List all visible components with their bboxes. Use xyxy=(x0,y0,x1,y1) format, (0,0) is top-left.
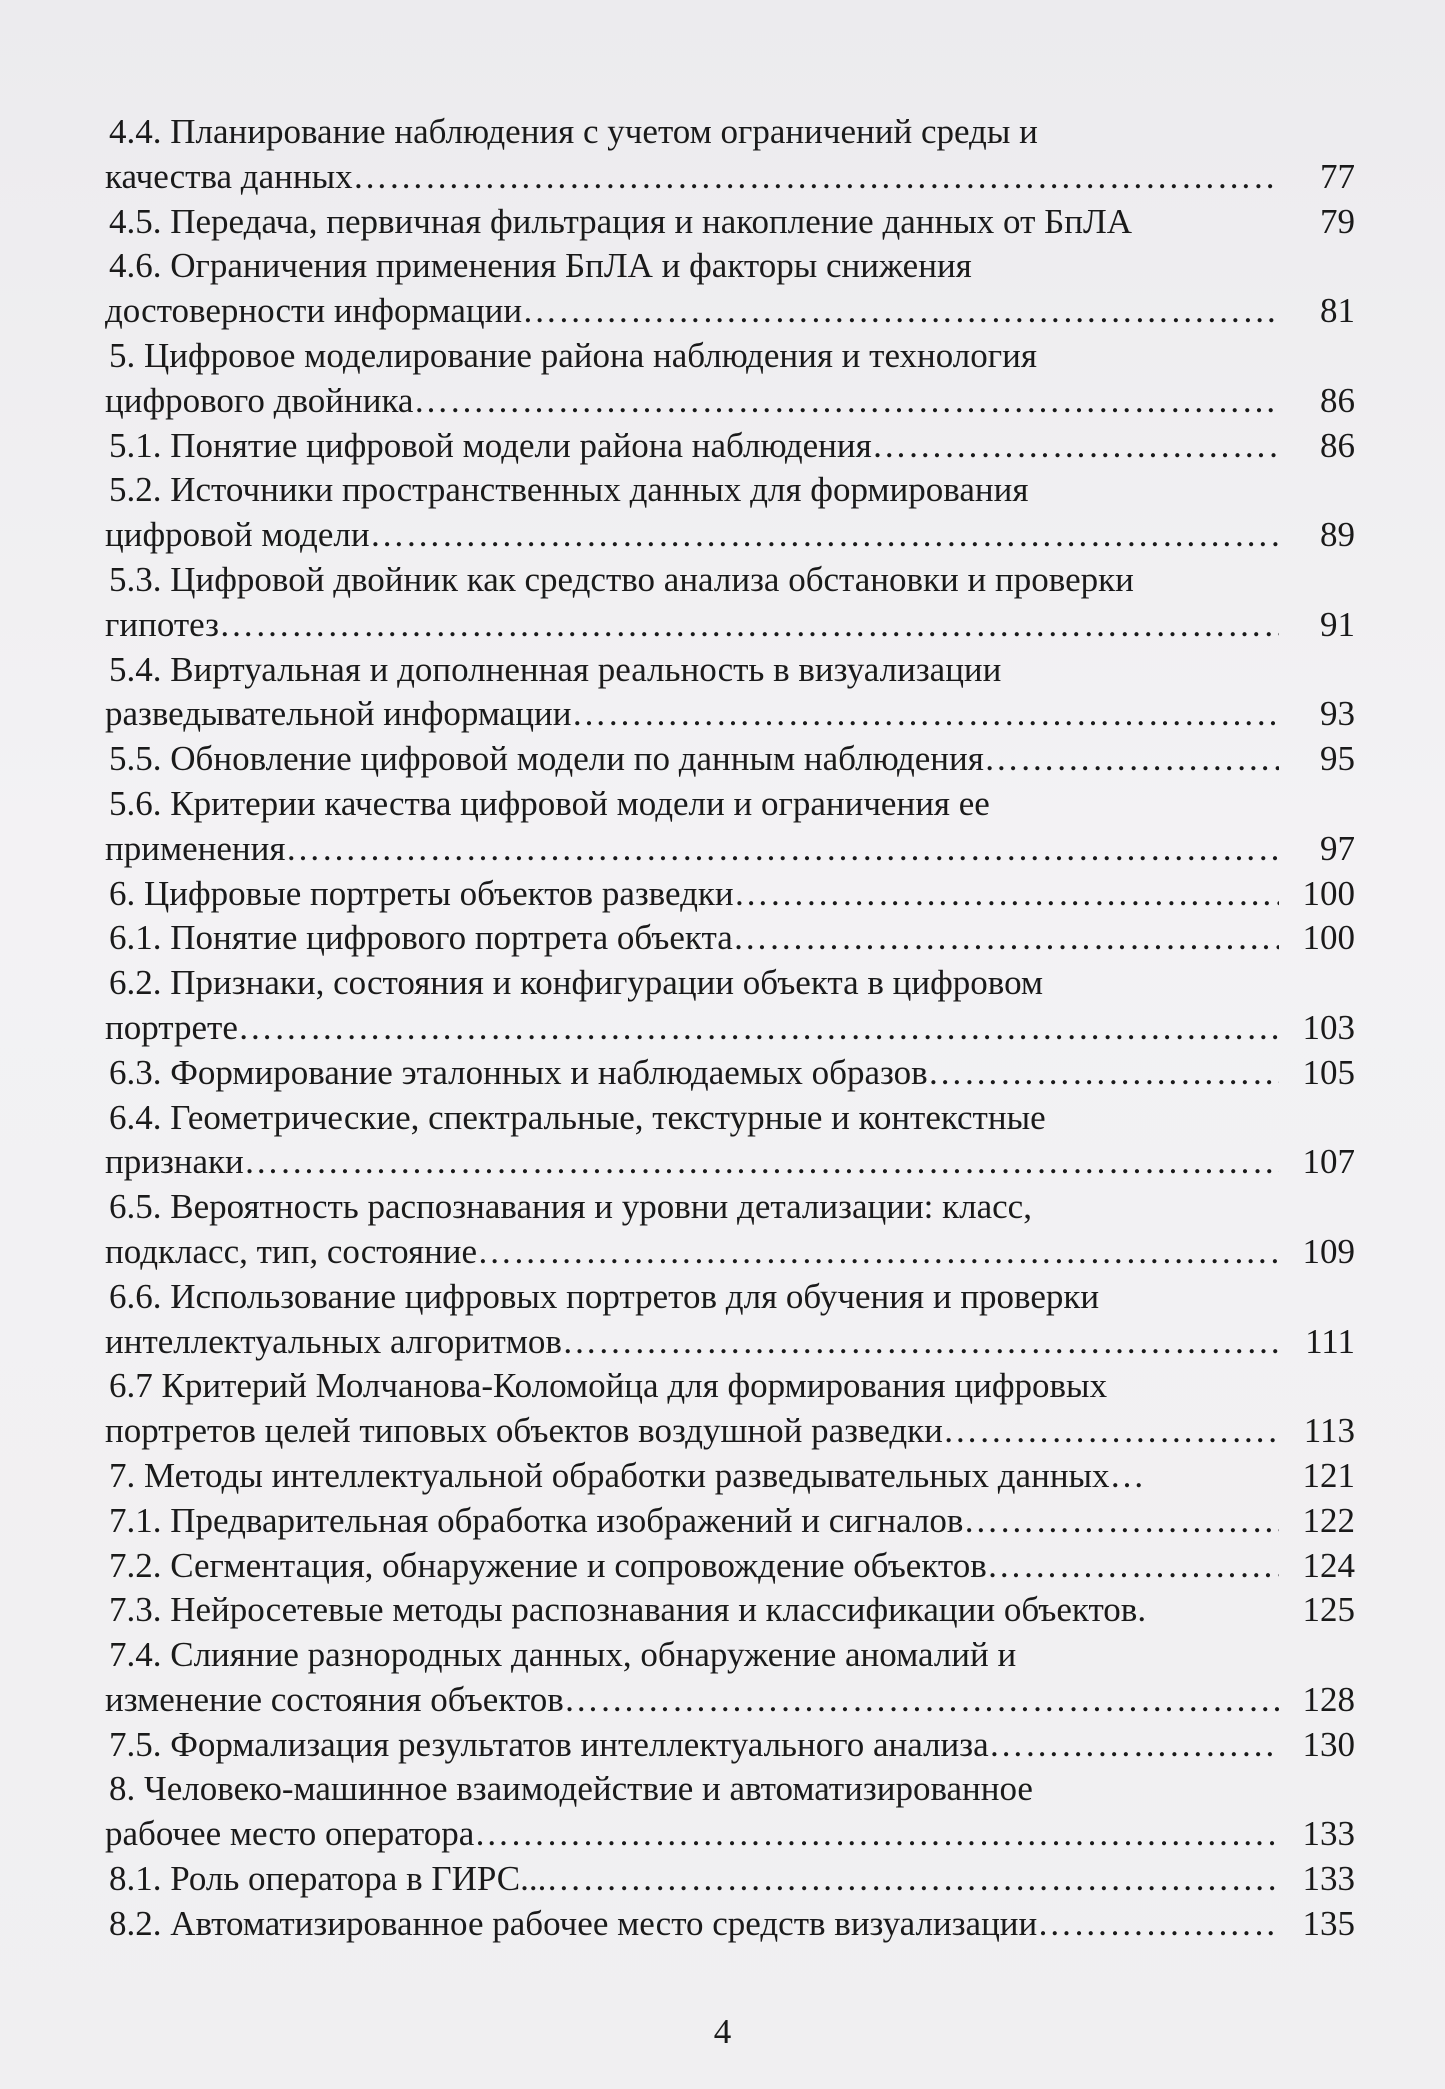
dot-leader xyxy=(474,1812,1279,1857)
dot-leader xyxy=(562,1320,1279,1365)
toc-line xyxy=(105,916,1355,961)
toc-line xyxy=(105,648,1355,693)
toc-entry-text: гипотез xyxy=(105,604,219,644)
toc-entry-text: 6.4. Геометрические, спектральные, текстурные и контекстные xyxy=(109,1097,1046,1137)
toc-line xyxy=(105,1857,1355,1902)
dot-leader xyxy=(928,1051,1279,1096)
toc-entry-text: цифрового двойника xyxy=(105,380,414,420)
toc-entry xyxy=(105,1454,1355,1499)
toc-page-number: 97 xyxy=(1320,828,1355,868)
toc-line xyxy=(105,558,1355,603)
toc-entry-text: 5.6. Критерии качества цифровой модели и ограничения ее xyxy=(109,783,990,823)
toc-line xyxy=(105,1678,1355,1723)
toc-entry-text: портретов целей типовых объектов воздушной разведки xyxy=(105,1411,943,1451)
toc-line xyxy=(105,1767,1355,1812)
dot-leader xyxy=(219,603,1279,648)
toc-entry-text: изменение состояния объектов xyxy=(105,1679,564,1719)
toc-line xyxy=(105,961,1355,1006)
toc-entry-text: 6.6. Использование цифровых портретов для обучения и проверки xyxy=(109,1276,1100,1316)
dot-leader xyxy=(238,1006,1279,1051)
toc-entry-text: 6.3. Формирование эталонных и наблюдаемых образов xyxy=(109,1052,928,1092)
toc-line xyxy=(105,1364,1355,1409)
dot-leader xyxy=(285,827,1279,872)
dot-leader xyxy=(963,1499,1279,1544)
page-number: 4 xyxy=(713,2012,732,2051)
toc-page-number: 133 xyxy=(1302,1859,1355,1899)
toc-entry-text: 7.3. Нейросетевые методы распознавания и классификации объектов. xyxy=(109,1590,1147,1630)
dot-leader xyxy=(244,1140,1279,1185)
toc-entry-text: 8.2. Автоматизированное рабочее место средств визуализации xyxy=(109,1903,1038,1943)
toc-entry xyxy=(105,200,1355,245)
toc-page-number: 100 xyxy=(1302,918,1355,958)
toc-page-number: 121 xyxy=(1302,1455,1355,1495)
toc-entry-text: 6.7 Критерий Молчанова-Коломойца для формирования цифровых xyxy=(109,1366,1108,1406)
toc-page-number: 130 xyxy=(1302,1724,1355,1764)
toc-page-number: 86 xyxy=(1320,425,1355,465)
toc-line xyxy=(105,1275,1355,1320)
table-of-contents xyxy=(105,110,1355,1947)
toc-line xyxy=(105,424,1355,469)
toc-entry-text: 6.1. Понятие цифрового портрета объекта xyxy=(109,918,733,958)
toc-page-number: 111 xyxy=(1305,1321,1355,1361)
toc-entry-text: 5.3. Цифровой двойник как средство анализа обстановки и проверки xyxy=(109,559,1134,599)
toc-entry xyxy=(105,737,1355,782)
toc-line xyxy=(105,513,1355,558)
dot-leader xyxy=(987,1544,1279,1589)
toc-entry-text: 5.4. Виртуальная и дополненная реальность в визуализации xyxy=(109,649,1002,689)
toc-line xyxy=(105,1140,1355,1185)
toc-entry-text: 7.1. Предварительная обработка изображений и сигналов xyxy=(109,1500,964,1540)
toc-entry xyxy=(105,1364,1355,1454)
toc-line xyxy=(105,1006,1355,1051)
toc-entry-text: применения xyxy=(105,828,286,868)
dot-leader xyxy=(989,1723,1279,1768)
toc-line xyxy=(105,1723,1355,1768)
toc-entry-text: 4.5. Передача, первичная фильтрация и накопление данных от БпЛА xyxy=(109,201,1132,241)
toc-page-number: 125 xyxy=(1302,1590,1355,1630)
toc-entry-text: разведывательной информации xyxy=(105,694,572,734)
toc-entry xyxy=(105,1499,1355,1544)
toc-line xyxy=(105,155,1355,200)
toc-line xyxy=(105,1499,1355,1544)
toc-entry xyxy=(105,110,1355,200)
toc-entry-text: признаки xyxy=(105,1142,244,1182)
toc-entry-text: интеллектуальных алгоритмов xyxy=(105,1321,562,1361)
toc-page-number: 89 xyxy=(1320,515,1355,555)
toc-line xyxy=(105,1230,1355,1275)
toc-entry xyxy=(105,1096,1355,1186)
toc-page-number: 135 xyxy=(1302,1903,1355,1943)
dot-leader xyxy=(413,379,1279,424)
toc-page-number: 100 xyxy=(1302,873,1355,913)
toc-line xyxy=(105,1096,1355,1141)
toc-page-number: 109 xyxy=(1302,1231,1355,1271)
toc-entry-text: рабочее место оператора xyxy=(105,1814,475,1854)
toc-entry-text: 5.1. Понятие цифровой модели района наблюдения xyxy=(109,425,872,465)
toc-entry xyxy=(105,1588,1355,1633)
toc-entry-text: 6.2. Признаки, состояния и конфигурации объекта в цифровом xyxy=(109,963,1044,1003)
toc-entry-text: 7.4. Слияние разнородных данных, обнаружение аномалий и xyxy=(109,1635,1017,1675)
toc-line xyxy=(105,110,1355,155)
toc-entry xyxy=(105,1857,1355,1902)
toc-entry xyxy=(105,468,1355,558)
toc-line xyxy=(105,872,1355,917)
toc-entry xyxy=(105,244,1355,334)
toc-line xyxy=(105,603,1355,648)
dot-leader xyxy=(1037,1902,1279,1947)
toc-line xyxy=(105,200,1355,245)
toc-page-number: 86 xyxy=(1320,380,1355,420)
toc-entry-text: 5.5. Обновление цифровой модели по данным наблюдения xyxy=(109,739,984,779)
toc-entry-text: 8. Человеко-машинное взаимодействие и автоматизированное xyxy=(109,1769,1033,1809)
toc-page-number: 113 xyxy=(1303,1411,1355,1451)
toc-entry xyxy=(105,1767,1355,1857)
toc-page-number: 79 xyxy=(1320,201,1355,241)
toc-entry-text: 5. Цифровое моделирование района наблюдения и технология xyxy=(109,335,1037,375)
toc-entry xyxy=(105,1633,1355,1723)
toc-page-number: 124 xyxy=(1302,1545,1355,1585)
toc-entry-text: цифровой модели xyxy=(105,515,370,555)
toc-page-number: 95 xyxy=(1320,739,1355,779)
toc-entry xyxy=(105,424,1355,469)
toc-line xyxy=(105,1409,1355,1454)
toc-page-number: 77 xyxy=(1320,156,1355,196)
toc-entry xyxy=(105,916,1355,961)
toc-page-number: 105 xyxy=(1302,1052,1355,1092)
toc-line xyxy=(105,827,1355,872)
toc-entry-text: 7.5. Формализация результатов интеллектуального анализа xyxy=(109,1724,989,1764)
toc-line xyxy=(105,1902,1355,1947)
toc-line xyxy=(105,379,1355,424)
toc-entry-text: 4.4. Планирование наблюдения с учетом ограничений среды и xyxy=(109,112,1038,151)
toc-line xyxy=(105,1588,1355,1633)
toc-entry xyxy=(105,782,1355,872)
toc-page-number: 103 xyxy=(1302,1007,1355,1047)
dot-leader xyxy=(546,1857,1279,1902)
toc-entry xyxy=(105,1723,1355,1768)
toc-entry-text: 4.6. Ограничения применения БпЛА и факторы снижения xyxy=(109,246,972,286)
toc-entry-text: 7.2. Сегментация, обнаружение и сопровождение объектов xyxy=(109,1545,987,1585)
toc-page-number: 107 xyxy=(1302,1142,1355,1182)
dot-leader xyxy=(522,289,1279,334)
toc-entry xyxy=(105,334,1355,424)
toc-line xyxy=(105,1320,1355,1365)
toc-entry-text: 7. Методы интеллектуальной обработки разведывательных данных… xyxy=(109,1455,1145,1495)
toc-entry-text: подкласс, тип, состояние xyxy=(105,1231,478,1271)
toc-entry-text: качества данных xyxy=(105,156,353,196)
toc-line xyxy=(105,692,1355,737)
toc-entry-text: 6.5. Вероятность распознавания и уровни детализации: класс, xyxy=(109,1187,1032,1227)
toc-entry-text: достоверности информации xyxy=(105,291,523,331)
dot-leader xyxy=(734,872,1279,917)
toc-entry xyxy=(105,1185,1355,1275)
toc-page-number: 91 xyxy=(1320,604,1355,644)
dot-leader xyxy=(872,424,1279,469)
toc-entry xyxy=(105,1544,1355,1589)
toc-line xyxy=(105,1051,1355,1096)
toc-entry xyxy=(105,558,1355,648)
toc-line xyxy=(105,1544,1355,1589)
dot-leader xyxy=(943,1409,1279,1454)
toc-page-number: 122 xyxy=(1302,1500,1355,1540)
toc-entry-text: 8.1. Роль оператора в ГИРС... xyxy=(109,1859,547,1899)
toc-entry xyxy=(105,1902,1355,1947)
toc-entry xyxy=(105,961,1355,1051)
toc-page-number: 128 xyxy=(1302,1679,1355,1719)
toc-entry xyxy=(105,648,1355,738)
toc-page-number: 133 xyxy=(1302,1814,1355,1854)
toc-entry-text: 5.2. Источники пространственных данных для формирования xyxy=(109,470,1029,510)
toc-entry xyxy=(105,872,1355,917)
dot-leader xyxy=(353,155,1279,200)
dot-leader xyxy=(733,916,1279,961)
toc-line xyxy=(105,289,1355,334)
toc-entry-text: портрете xyxy=(105,1007,238,1047)
toc-line xyxy=(105,468,1355,513)
dot-leader xyxy=(984,737,1279,782)
toc-line xyxy=(105,1633,1355,1678)
dot-leader xyxy=(477,1230,1279,1275)
toc-page-number: 81 xyxy=(1320,291,1355,331)
toc-line xyxy=(105,782,1355,827)
toc-line xyxy=(105,1454,1355,1499)
toc-line xyxy=(105,1812,1355,1857)
toc-entry xyxy=(105,1275,1355,1365)
toc-entry-text: 6. Цифровые портреты объектов разведки xyxy=(109,873,734,913)
dot-leader xyxy=(370,513,1279,558)
toc-entry xyxy=(105,1051,1355,1096)
toc-line xyxy=(105,737,1355,782)
toc-page-number: 93 xyxy=(1320,694,1355,734)
dot-leader xyxy=(564,1678,1279,1723)
toc-line xyxy=(105,1185,1355,1230)
toc-line xyxy=(105,334,1355,379)
toc-line xyxy=(105,244,1355,289)
dot-leader xyxy=(571,692,1279,737)
